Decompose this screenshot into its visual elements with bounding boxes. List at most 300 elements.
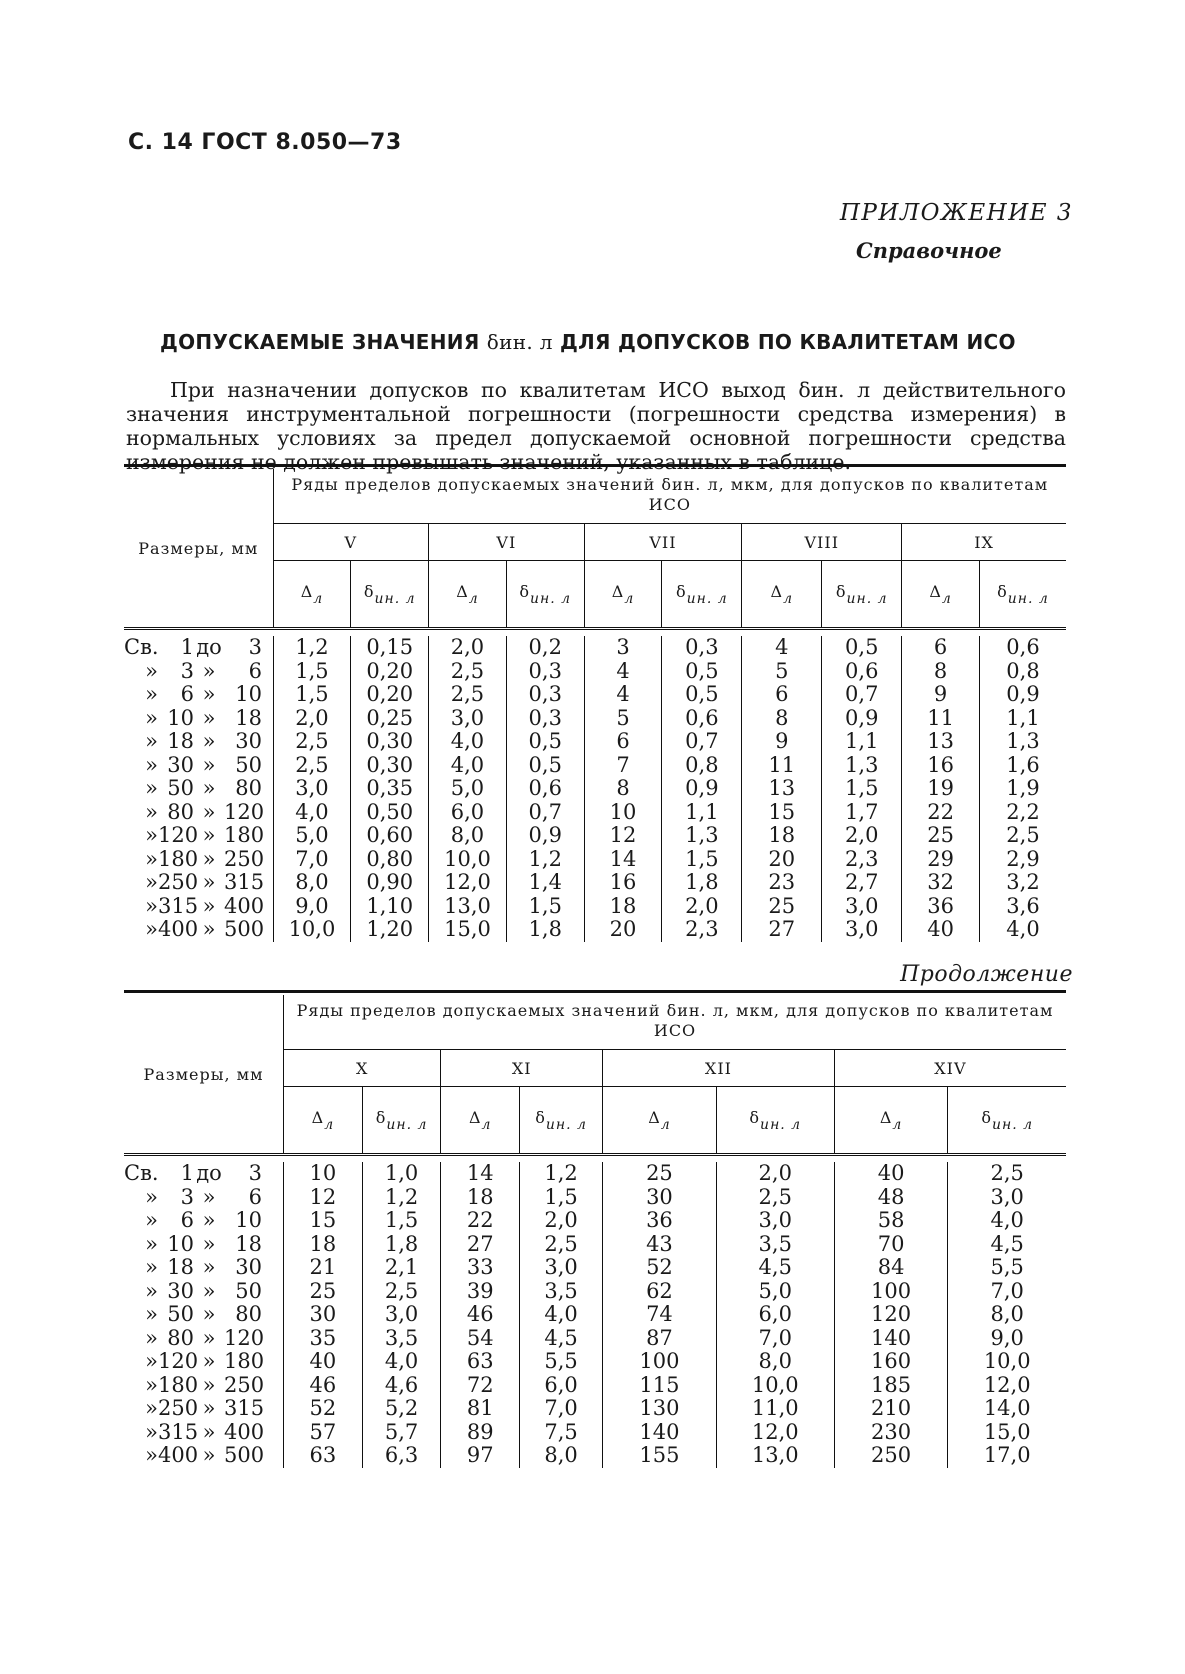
table-cell: 4 [584, 660, 662, 684]
table-cell: 6 [902, 636, 980, 660]
table-cell: 14,0 [983, 1396, 1031, 1420]
small-delta-index: ин. л [991, 1116, 1034, 1133]
table-cell: 0,60 [351, 824, 429, 848]
table-cell: 36 [603, 1209, 717, 1233]
size-to-word: » [202, 1231, 216, 1256]
table-cell: 57 [284, 1421, 363, 1445]
table-cell: 3,0 [990, 1184, 1024, 1209]
table-cell: 0,3 [662, 636, 742, 660]
table-cell: 25 [902, 824, 980, 848]
table-cell: 10,0 [429, 848, 507, 872]
table-row [124, 1256, 1066, 1280]
sub-header-delta [603, 1087, 717, 1155]
size-range [124, 895, 273, 919]
size-range [124, 1233, 284, 1257]
table-cell: 3,5 [362, 1327, 441, 1351]
delta-symbol: Δ [929, 581, 942, 601]
table-cell: 58 [834, 1209, 948, 1233]
table-cell: 1,20 [351, 918, 429, 942]
table-cell: 72 [441, 1374, 520, 1398]
size-range-grid [124, 1209, 283, 1233]
size-prefix: » [145, 1419, 158, 1444]
table-cell: 1,5 [662, 848, 742, 872]
size-to: 80 [235, 776, 262, 800]
table-row [124, 1186, 1066, 1210]
table-cell: 7,0 [273, 848, 351, 872]
table-cell: 1,5 [822, 777, 902, 801]
size-range [124, 1209, 284, 1233]
table-cell: 0,8 [662, 754, 742, 778]
size-from: 50 [167, 776, 194, 800]
table-cell: 0,7 [506, 801, 584, 825]
table-cell: 1,8 [506, 918, 584, 942]
table-cell: 6,0 [716, 1303, 834, 1327]
table-cell: 1,9 [1006, 776, 1040, 800]
size-to: 500 [224, 917, 265, 941]
table-cell: 18 [441, 1186, 520, 1210]
table-cell: 13 [742, 777, 822, 801]
table-cell: 21 [284, 1256, 363, 1280]
size-prefix: » [145, 752, 158, 777]
size-from: 250 [158, 1396, 199, 1420]
table-cell: 18 [284, 1233, 363, 1257]
table-cell: 54 [441, 1327, 520, 1351]
small-delta-index: ин. л [386, 1116, 428, 1133]
table-cell: 14 [584, 848, 662, 872]
table-cell: 17,0 [983, 1443, 1031, 1467]
size-prefix: Св. [124, 1161, 159, 1185]
table-cell: 5,5 [520, 1350, 603, 1374]
size-range-grid [124, 1233, 283, 1257]
table-cell: 0,7 [822, 683, 902, 707]
size-to-word: » [202, 658, 216, 683]
table-cell: 3,0 [822, 918, 902, 942]
table-cell: 40 [834, 1162, 948, 1186]
size-to-word: » [202, 705, 216, 730]
table-cell: 1,4 [506, 871, 584, 895]
table-cell: 8,0 [520, 1444, 603, 1468]
table-cell: 13 [902, 730, 980, 754]
table-cell: 40 [902, 918, 980, 942]
size-to-word: » [202, 1302, 216, 1326]
table-cell: 15,0 [429, 918, 507, 942]
small-delta-index: ин. л [846, 590, 888, 607]
table-cell: 33 [441, 1256, 520, 1280]
table-cell: 3,5 [520, 1280, 603, 1304]
table-cell: 2,3 [822, 848, 902, 872]
size-to: 3 [248, 1161, 262, 1185]
table-cell: 9 [902, 683, 980, 707]
table-cell: 23 [742, 871, 822, 895]
size-range [124, 871, 273, 895]
group-header: Ряды пределов допускаемых значений δин. л, мкм, для допусков по квалитетам ИСО [284, 995, 1066, 1050]
table-cell: 2,0 [716, 1162, 834, 1186]
table-row [124, 1350, 1066, 1374]
quality-header-XI: XI [441, 1050, 603, 1087]
table-cell: 2,1 [362, 1256, 441, 1280]
table-cell: 6,0 [520, 1374, 603, 1398]
table-cell: 5,0 [273, 824, 351, 848]
table-cell: 0,9 [822, 707, 902, 731]
table-cell: 5 [742, 660, 822, 684]
size-range [124, 683, 273, 707]
sub-header-delta [584, 561, 662, 629]
size-prefix: » [145, 1349, 158, 1373]
table-row [124, 1303, 1066, 1327]
size-from: 18 [167, 729, 194, 753]
size-range-grid [124, 660, 273, 684]
table-cell: 210 [834, 1397, 948, 1421]
size-prefix: » [145, 1278, 158, 1303]
size-from: 315 [158, 893, 199, 918]
table-row [124, 1162, 1066, 1186]
size-to: 30 [235, 1255, 262, 1279]
table-cell: 87 [603, 1327, 717, 1351]
small-delta-symbol: δ [749, 1107, 761, 1127]
table-row [124, 918, 1066, 942]
table-cell: 2,5 [362, 1280, 441, 1304]
table-row [124, 1374, 1066, 1398]
table-cell: 25 [742, 895, 822, 919]
size-range [124, 1303, 284, 1327]
table-cell: 1,0 [362, 1162, 441, 1186]
size-range-grid [124, 1444, 283, 1468]
table-cell: 2,0 [273, 707, 351, 731]
size-to-word: » [202, 846, 216, 871]
size-prefix: » [145, 799, 158, 824]
sub-header-delta [429, 561, 507, 629]
table-cell: 12 [584, 824, 662, 848]
table-cell: 5,0 [429, 777, 507, 801]
table-cell: 0,6 [1006, 635, 1040, 659]
delta-index: л [941, 590, 952, 607]
table-row [124, 660, 1066, 684]
table-cell: 1,3 [1006, 729, 1040, 753]
size-range [124, 1350, 284, 1374]
table-cell: 1,1 [822, 730, 902, 754]
table-cell: 0,30 [351, 754, 429, 778]
table-cell: 0,15 [351, 636, 429, 660]
table-cell: 13,0 [429, 895, 507, 919]
table-cell: 1,3 [822, 754, 902, 778]
size-to: 400 [224, 893, 265, 918]
size-from: 6 [180, 682, 194, 706]
size-range [124, 707, 273, 731]
table-cell: 2,5 [429, 683, 507, 707]
quality-header-IX: IX [902, 524, 1066, 561]
appendix-subtitle: Справочное [856, 238, 1002, 263]
table-cell: 1,6 [1006, 752, 1040, 777]
size-to: 50 [235, 752, 262, 777]
size-prefix: » [145, 1184, 158, 1209]
tolerance-table-2 [124, 990, 1066, 1468]
table-cell: 0,90 [351, 871, 429, 895]
size-to-word: » [202, 729, 216, 753]
table-cell: 46 [284, 1374, 363, 1398]
table-cell: 14 [441, 1162, 520, 1186]
table-cell: 3,6 [1006, 893, 1040, 918]
sub-header-small-delta [979, 561, 1066, 629]
table-cell: 2,5 [716, 1186, 834, 1210]
size-range [124, 1327, 284, 1351]
size-range-grid [124, 1303, 283, 1327]
table-cell: 2,0 [822, 824, 902, 848]
table-cell: 0,30 [351, 730, 429, 754]
size-from: 50 [167, 1302, 194, 1326]
table-row [124, 895, 1066, 919]
table-cell: 8 [742, 707, 822, 731]
size-range-grid [124, 1280, 283, 1304]
size-range-grid [124, 636, 273, 660]
size-range [124, 1444, 284, 1468]
size-range-grid [124, 895, 273, 919]
size-from: 30 [167, 1278, 194, 1303]
size-range [124, 1421, 284, 1445]
sub-header-small-delta [351, 561, 429, 629]
table-cell: 5 [584, 707, 662, 731]
delta-symbol: Δ [311, 1107, 325, 1127]
size-range [124, 660, 273, 684]
table-cell: 16 [902, 754, 980, 778]
small-delta-index: ин. л [374, 590, 416, 607]
size-from: 3 [180, 658, 194, 683]
size-from: 10 [167, 1231, 194, 1256]
table-cell: 63 [284, 1444, 363, 1468]
table-cell: 30 [284, 1303, 363, 1327]
quality-header-XII: XII [603, 1050, 835, 1087]
delta-symbol: Δ [468, 1107, 482, 1127]
size-from: 80 [167, 1325, 194, 1350]
size-from: 400 [158, 917, 199, 941]
size-prefix: » [145, 870, 158, 894]
table-cell: 2,5 [273, 730, 351, 754]
size-to-word: » [202, 1419, 216, 1444]
size-range-grid [124, 871, 273, 895]
table-cell: 0,9 [506, 824, 584, 848]
delta-index: л [468, 590, 479, 607]
table-cell: 2,5 [429, 660, 507, 684]
size-range [124, 1280, 284, 1304]
quality-header-VIII: VIII [742, 524, 902, 561]
table-cell: 29 [902, 848, 980, 872]
delta-symbol: Δ [456, 581, 469, 601]
table-cell: 4,0 [273, 801, 351, 825]
table-cell: 0,2 [506, 636, 584, 660]
table-cell: 0,9 [662, 777, 742, 801]
table-cell: 3,0 [716, 1209, 834, 1233]
table-row [124, 1280, 1066, 1304]
table-cell: 3,0 [520, 1256, 603, 1280]
table-cell: 0,9 [1006, 682, 1040, 706]
size-to-word: » [202, 1278, 216, 1303]
table-cell: 6,0 [429, 801, 507, 825]
size-to-word: » [202, 870, 216, 894]
table-cell: 0,35 [351, 777, 429, 801]
table-cell: 7,0 [716, 1327, 834, 1351]
size-to-word: » [202, 752, 216, 777]
sub-header-small-delta [506, 561, 584, 629]
table-cell: 4,0 [429, 754, 507, 778]
table-cell: 12,0 [983, 1372, 1031, 1397]
table-cell: 1,5 [273, 683, 351, 707]
title-symbol: δин. л [486, 330, 553, 354]
size-range [124, 777, 273, 801]
table-cell: 2,0 [662, 895, 742, 919]
table-cell: 6 [584, 730, 662, 754]
table-cell: 40 [284, 1350, 363, 1374]
size-to: 120 [224, 1325, 265, 1350]
size-prefix: » [145, 729, 158, 753]
table-2 [124, 990, 1066, 1468]
sub-header-delta [284, 1087, 363, 1155]
table-cell: 3,2 [1006, 870, 1040, 894]
size-to-word: » [202, 1255, 216, 1279]
table-cell: 12,0 [429, 871, 507, 895]
size-range [124, 824, 273, 848]
table-cell: 32 [902, 871, 980, 895]
size-from: 120 [158, 823, 199, 847]
size-to: 180 [224, 823, 265, 847]
quality-header-XIV: XIV [834, 1050, 1066, 1087]
size-range-grid [124, 1374, 283, 1398]
size-to-word: » [202, 917, 216, 941]
table-cell: 7,0 [520, 1397, 603, 1421]
table-cell: 3,5 [716, 1233, 834, 1257]
table-cell: 2,0 [429, 636, 507, 660]
size-range-grid [124, 707, 273, 731]
table-cell: 89 [441, 1421, 520, 1445]
document-title [160, 330, 1040, 354]
table-cell: 74 [603, 1303, 717, 1327]
table-row [124, 777, 1066, 801]
table-cell: 0,7 [662, 730, 742, 754]
size-prefix: » [145, 1208, 158, 1232]
delta-index: л [783, 590, 794, 607]
small-delta-symbol: δ [676, 581, 687, 601]
size-prefix: » [145, 1396, 158, 1420]
sub-header-small-delta [822, 561, 902, 629]
table-cell: 15 [742, 801, 822, 825]
size-to: 3 [248, 635, 262, 659]
table-1 [124, 464, 1066, 942]
table-row [124, 1209, 1066, 1233]
table-cell: 81 [441, 1397, 520, 1421]
table-cell: 13,0 [716, 1444, 834, 1468]
table-cell: 1,5 [362, 1209, 441, 1233]
table-cell: 0,8 [1006, 658, 1040, 683]
table-cell: 0,20 [351, 683, 429, 707]
table-row [124, 1327, 1066, 1351]
table-cell: 4,6 [362, 1374, 441, 1398]
table-cell: 19 [902, 777, 980, 801]
table-cell: 1,1 [1006, 705, 1040, 730]
delta-symbol: Δ [300, 581, 314, 601]
small-delta-index: ин. л [545, 1116, 587, 1133]
size-to: 120 [224, 799, 265, 824]
table-cell: 3,0 [822, 895, 902, 919]
table-cell: 4,0 [429, 730, 507, 754]
table-row [124, 754, 1066, 778]
size-prefix: » [145, 823, 158, 847]
size-to: 18 [235, 705, 262, 730]
quality-header-V: V [273, 524, 429, 561]
size-from: 400 [158, 1443, 199, 1467]
table-cell: 7,0 [990, 1278, 1024, 1303]
table-cell: 4,0 [990, 1208, 1024, 1232]
table-cell: 1,2 [506, 848, 584, 872]
table-cell: 7 [584, 754, 662, 778]
table-cell: 11 [902, 707, 980, 731]
table-cell: 1,8 [362, 1233, 441, 1257]
table-cell: 0,5 [506, 730, 584, 754]
table-row [124, 730, 1066, 754]
table-cell: 1,2 [520, 1162, 603, 1186]
group-header: Ряды пределов допускаемых значений δин. л, мкм, для допусков по квалитетам ИСО [273, 469, 1066, 524]
table-row [124, 824, 1066, 848]
size-range-grid [124, 777, 273, 801]
delta-index: л [324, 1116, 335, 1133]
table-cell: 4,0 [520, 1303, 603, 1327]
table-cell: 12,0 [716, 1421, 834, 1445]
table-cell: 8 [902, 660, 980, 684]
size-prefix: » [145, 1443, 158, 1467]
sub-header-small-delta [662, 561, 742, 629]
size-range [124, 1186, 284, 1210]
table-cell: 2,7 [822, 871, 902, 895]
sub-header-delta [441, 1087, 520, 1155]
table-cell: 15 [284, 1209, 363, 1233]
table-cell: 4,0 [362, 1350, 441, 1374]
delta-index: л [892, 1116, 903, 1133]
size-to-word: » [202, 893, 216, 918]
size-prefix: » [145, 846, 158, 871]
table-cell: 27 [441, 1233, 520, 1257]
size-range-grid [124, 1397, 283, 1421]
table-cell: 1,5 [506, 895, 584, 919]
table-cell: 140 [834, 1327, 948, 1351]
size-from: 18 [167, 1255, 194, 1279]
table-cell: 5,5 [990, 1255, 1024, 1279]
size-to-word: » [202, 1443, 216, 1467]
table-cell: 1,7 [822, 801, 902, 825]
small-delta-symbol: δ [535, 1107, 546, 1127]
table-row [124, 1444, 1066, 1468]
size-range [124, 918, 273, 942]
size-to: 18 [235, 1231, 262, 1256]
sub-header-delta [902, 561, 980, 629]
size-range [124, 754, 273, 778]
table-cell: 8,0 [429, 824, 507, 848]
appendix-title: ПРИЛОЖЕНИЕ 3 [839, 200, 1073, 226]
size-range [124, 848, 273, 872]
table-cell: 48 [834, 1186, 948, 1210]
size-to-word: » [202, 1325, 216, 1350]
table-cell: 9 [742, 730, 822, 754]
size-prefix: » [145, 1325, 158, 1350]
size-to-word: до [196, 1161, 222, 1185]
table-cell: 130 [603, 1397, 717, 1421]
size-range [124, 730, 273, 754]
size-to: 400 [224, 1419, 265, 1444]
size-to: 6 [248, 658, 262, 683]
table-cell: 2,5 [520, 1233, 603, 1257]
size-range-grid [124, 1162, 283, 1186]
table-cell: 63 [441, 1350, 520, 1374]
table-cell: 1,5 [273, 660, 351, 684]
size-prefix: » [145, 658, 158, 683]
small-delta-index: ин. л [530, 590, 572, 607]
table-row [124, 707, 1066, 731]
